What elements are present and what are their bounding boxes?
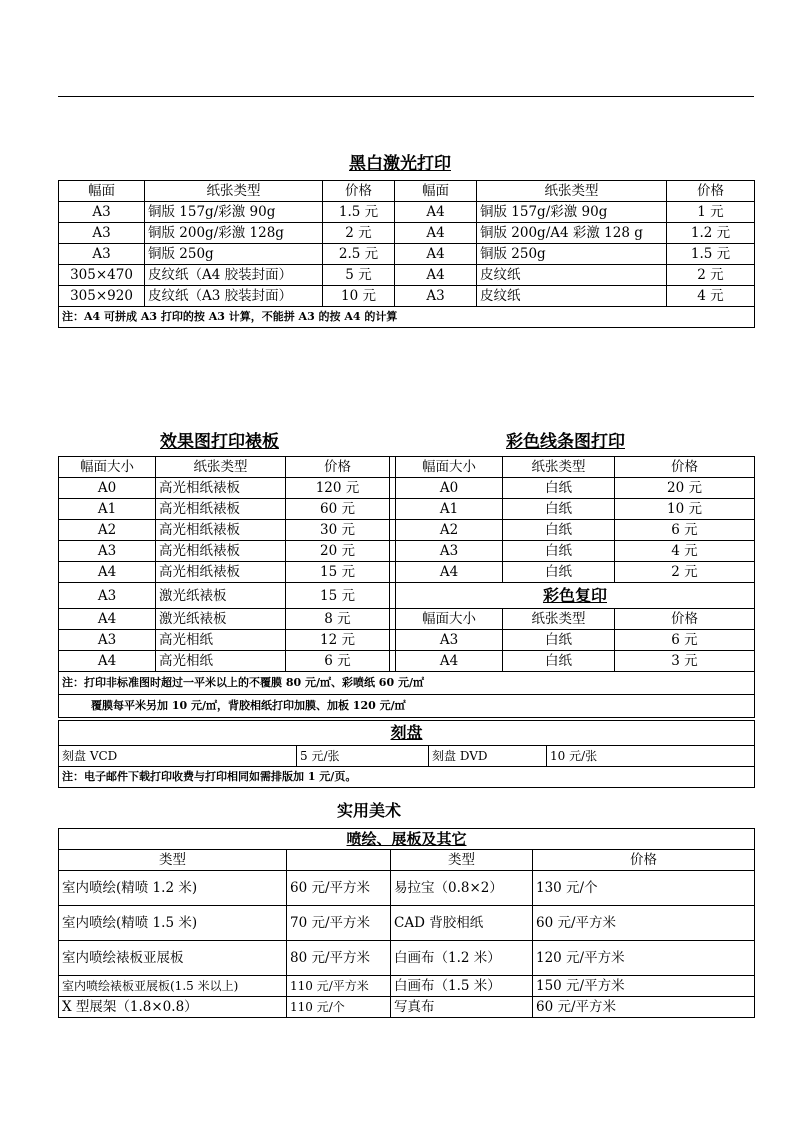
table-row: [59, 223, 755, 244]
cell: A0: [59, 478, 156, 499]
cell: 皮纹纸: [477, 286, 667, 307]
cell: 铜版 200g/彩激 128g: [145, 223, 323, 244]
cell: A3: [396, 541, 503, 562]
cell: A4: [395, 202, 477, 223]
cell: A4: [59, 609, 156, 630]
table-row: [59, 244, 755, 265]
table-row: [59, 583, 755, 609]
cell: A3: [59, 202, 145, 223]
col-header: 纸张类型: [503, 457, 615, 478]
cell: A4: [395, 265, 477, 286]
cell: 4 元: [615, 541, 755, 562]
cell: 高光相纸: [156, 630, 286, 651]
cell: 5 元/张: [297, 746, 429, 767]
table-row: [59, 499, 755, 520]
cell: 1.5 元: [323, 202, 395, 223]
cell: 白纸: [503, 630, 615, 651]
cell: 高光相纸裱板: [156, 520, 286, 541]
col-header: 价格: [323, 181, 395, 202]
cell: 2 元: [667, 265, 755, 286]
note-row: [59, 767, 755, 788]
cell: 20 元: [286, 541, 390, 562]
cell: 10 元/张: [547, 746, 755, 767]
cell: 室内喷绘裱板亚展板: [59, 941, 287, 976]
table-row: [59, 541, 755, 562]
cell: A3: [59, 223, 145, 244]
header-rule: [58, 96, 754, 97]
line-title: 彩色线条图打印: [506, 432, 625, 452]
cell: 白纸: [503, 478, 615, 499]
cell: 刻盘 DVD: [429, 746, 547, 767]
cell: 6 元: [286, 651, 390, 672]
cell: 白画布（1.5 米）: [391, 976, 533, 997]
cell: A4: [59, 651, 156, 672]
cell: 皮纹纸（A4 胶装封面）: [145, 265, 323, 286]
col-header: 幅面: [59, 181, 145, 202]
print-header-row: [59, 457, 755, 478]
cell: 白纸: [503, 520, 615, 541]
cell: CAD 背胶相纸: [391, 906, 533, 941]
cell: 15 元: [286, 562, 390, 583]
cell: A4: [59, 562, 156, 583]
cell: 110 元/平方米: [287, 976, 391, 997]
table-row: [59, 609, 755, 630]
col-header: 幅面大小: [59, 457, 156, 478]
art-title: 喷绘、展板及其它: [59, 829, 755, 850]
cell: 305×920: [59, 286, 145, 307]
col-header: 类型: [59, 850, 287, 871]
cell: 1.5 元: [667, 244, 755, 265]
cell: 铜版 200g/A4 彩激 128 g: [477, 223, 667, 244]
cell: 20 元: [615, 478, 755, 499]
cell: A1: [59, 499, 156, 520]
cell: 写真布: [391, 997, 533, 1018]
cell: 皮纹纸（A3 胶装封面）: [145, 286, 323, 307]
burn-title: 刻盘: [59, 721, 755, 746]
cell: 室内喷绘(精喷 1.2 米): [59, 871, 287, 906]
art-header-row: [59, 850, 755, 871]
cell: 铜版 157g/彩激 90g: [145, 202, 323, 223]
note-row: [59, 307, 755, 328]
cell: A0: [396, 478, 503, 499]
cell: 刻盘 VCD: [59, 746, 297, 767]
cell: 12 元: [286, 630, 390, 651]
table-row: [59, 265, 755, 286]
cell: A2: [396, 520, 503, 541]
col-header: 价格: [615, 609, 755, 630]
cell: A1: [396, 499, 503, 520]
cell: A3: [59, 541, 156, 562]
cell: A3: [59, 244, 145, 265]
art-table: [58, 828, 755, 1018]
cell: A2: [59, 520, 156, 541]
cell: 1 元: [667, 202, 755, 223]
cell: 60 元/平方米: [287, 871, 391, 906]
cell: 15 元: [286, 583, 390, 609]
table-row: [59, 976, 755, 997]
table-row: [59, 651, 755, 672]
cell: 高光相纸裱板: [156, 562, 286, 583]
cell: 白纸: [503, 541, 615, 562]
cell: 激光纸裱板: [156, 609, 286, 630]
table-row: [59, 520, 755, 541]
cell: 2 元: [615, 562, 755, 583]
cell: 激光纸裱板: [156, 583, 286, 609]
cell: 150 元/平方米: [533, 976, 755, 997]
table-row: [59, 202, 755, 223]
table-row: [59, 906, 755, 941]
cell: 3 元: [615, 651, 755, 672]
col-header: 幅面大小: [396, 457, 503, 478]
col-header: 纸张类型: [156, 457, 286, 478]
copy-title: 彩色复印: [396, 583, 755, 609]
art-section-title: 实用美术: [337, 801, 402, 820]
cell: 5 元: [323, 265, 395, 286]
print-table: [58, 456, 755, 718]
cell: X 型展架（1.8×0.8）: [59, 997, 287, 1018]
table-row: [59, 478, 755, 499]
note-row: [59, 672, 755, 695]
cell: 6 元: [615, 630, 755, 651]
cell: 60 元/平方米: [533, 906, 755, 941]
cell: A4: [396, 651, 503, 672]
cell: 4 元: [667, 286, 755, 307]
cell: A4: [395, 244, 477, 265]
cell: 铜版 250g: [477, 244, 667, 265]
laser-table: [58, 180, 755, 328]
col-header: 类型: [391, 850, 533, 871]
cell: 120 元: [286, 478, 390, 499]
cell: 130 元/个: [533, 871, 755, 906]
col-header: 价格: [533, 850, 755, 871]
burn-title-row: [59, 721, 755, 746]
cell: 皮纹纸: [477, 265, 667, 286]
cell: 白画布（1.2 米）: [391, 941, 533, 976]
col-header: 纸张类型: [145, 181, 323, 202]
cell: 10 元: [615, 499, 755, 520]
table-row: [59, 286, 755, 307]
cell: 8 元: [286, 609, 390, 630]
cell: 120 元/平方米: [533, 941, 755, 976]
laser-header-row: [59, 181, 755, 202]
cell: 高光相纸裱板: [156, 541, 286, 562]
cell: 60 元: [286, 499, 390, 520]
col-header: 幅面大小: [396, 609, 503, 630]
cell: A3: [59, 583, 156, 609]
burn-note: 注：电子邮件下载打印收费与打印相同如需排版加 1 元/页。: [59, 767, 755, 788]
cell: 高光相纸裱板: [156, 478, 286, 499]
cell: 高光相纸裱板: [156, 499, 286, 520]
table-row: [59, 941, 755, 976]
col-header: 幅面: [395, 181, 477, 202]
cell: A3: [59, 630, 156, 651]
cell: 110 元/个: [287, 997, 391, 1018]
table-row: [59, 871, 755, 906]
effect-title: 效果图打印裱板: [160, 432, 279, 452]
table-row: [59, 630, 755, 651]
cell: 30 元: [286, 520, 390, 541]
col-header: [287, 850, 391, 871]
cell: A3: [395, 286, 477, 307]
cell: 易拉宝（0.8×2）: [391, 871, 533, 906]
cell: 10 元: [323, 286, 395, 307]
cell: 室内喷绘(精喷 1.5 米): [59, 906, 287, 941]
cell: 60 元/平方米: [533, 997, 755, 1018]
col-header: 价格: [667, 181, 755, 202]
col-header: 纸张类型: [477, 181, 667, 202]
cell: 1.2 元: [667, 223, 755, 244]
cell: 白纸: [503, 562, 615, 583]
cell: 305×470: [59, 265, 145, 286]
cell: 70 元/平方米: [287, 906, 391, 941]
cell: 80 元/平方米: [287, 941, 391, 976]
effect-note-2: 覆膜每平米另加 10 元/㎡，背胶相纸打印加膜、加板 120 元/㎡: [59, 695, 755, 718]
cell: A3: [396, 630, 503, 651]
cell: 高光相纸: [156, 651, 286, 672]
note-row: [59, 695, 755, 718]
cell: A4: [396, 562, 503, 583]
cell: A4: [395, 223, 477, 244]
laser-note: 注：A4 可拼成 A3 打印的按 A3 计算，不能拼 A3 的按 A4 的计算: [59, 307, 755, 328]
art-title-row: [59, 829, 755, 850]
cell: 6 元: [615, 520, 755, 541]
laser-title: 黑白激光打印: [349, 154, 451, 174]
table-row: [59, 562, 755, 583]
cell: 室内喷绘裱板亚展板(1.5 米以上): [59, 976, 287, 997]
cell: 铜版 250g: [145, 244, 323, 265]
cell: 2.5 元: [323, 244, 395, 265]
cell: 2 元: [323, 223, 395, 244]
col-header: 价格: [615, 457, 755, 478]
table-row: [59, 746, 755, 767]
table-row: [59, 997, 755, 1018]
cell: 白纸: [503, 651, 615, 672]
burn-table: [58, 720, 755, 788]
col-header: 价格: [286, 457, 390, 478]
cell: 白纸: [503, 499, 615, 520]
col-header: 纸张类型: [503, 609, 615, 630]
cell: 铜版 157g/彩激 90g: [477, 202, 667, 223]
effect-note-1: 注：打印非标准图时超过一平米以上的不覆膜 80 元/㎡、彩喷纸 60 元/㎡: [59, 672, 755, 695]
